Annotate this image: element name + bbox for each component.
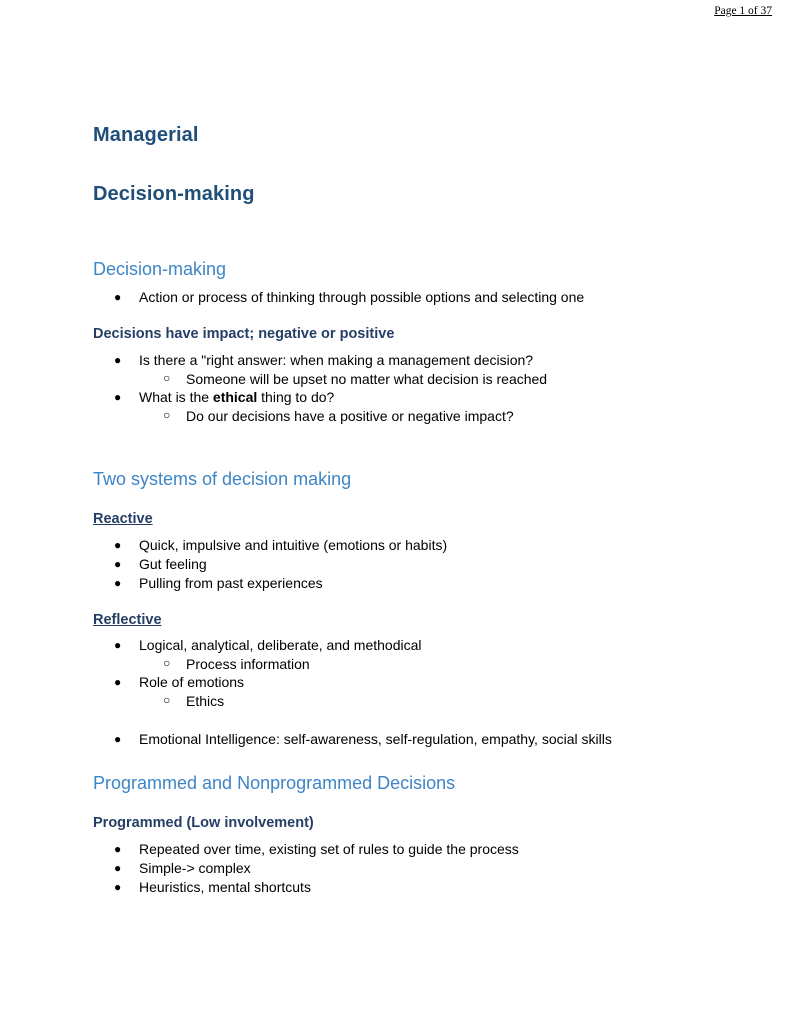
subheading-programmed-low-involvement: Programmed (Low involvement) <box>93 815 314 831</box>
list-item: ● Is there a "right answer: when making a management decision? <box>114 352 534 368</box>
bullet-icon: ● <box>114 576 122 590</box>
hollow-bullet-icon: ○ <box>163 408 171 422</box>
bullet-icon: ● <box>114 538 122 552</box>
sub-list-item: ○ Do our decisions have a positive or negative impact? <box>163 408 514 424</box>
bullet-icon: ● <box>114 732 122 746</box>
page-number: Page 1 of 37 <box>714 5 772 17</box>
list-item: ● Repeated over time, existing set of rules to guide the process <box>114 841 519 857</box>
bullet-icon: ● <box>114 557 122 571</box>
list-item: ● Gut feeling <box>114 556 207 572</box>
sub-list-item: ○ Process information <box>163 656 310 672</box>
hollow-bullet-icon: ○ <box>163 693 171 707</box>
list-item: ● Quick, impulsive and intuitive (emotions or habits) <box>114 537 448 553</box>
bullet-icon: ● <box>114 638 122 652</box>
bullet-icon: ● <box>114 675 122 689</box>
bullet-icon: ● <box>114 861 122 875</box>
bullet-icon: ● <box>114 842 122 856</box>
sub-list-item: ○ Someone will be upset no matter what decision is reached <box>163 371 548 387</box>
subheading-reactive: Reactive <box>93 511 153 527</box>
document-title-line2: Decision-making <box>93 183 255 205</box>
bullet-icon: ● <box>114 880 122 894</box>
list-item: ● Simple-> complex <box>114 860 251 876</box>
document-title-line1: Managerial <box>93 124 199 146</box>
list-item: ● What is the ethical thing to do? <box>114 389 335 405</box>
sub-list-item: ○ Ethics <box>163 693 225 709</box>
bullet-icon: ● <box>114 390 122 404</box>
section-heading-programmed: Programmed and Nonprogrammed Decisions <box>93 773 456 793</box>
section-heading-two-systems: Two systems of decision making <box>93 469 352 489</box>
bullet-icon: ● <box>114 353 122 367</box>
emphasis-ethical: ethical <box>212 389 258 405</box>
list-item: ● Emotional Intelligence: self-awareness, self-regulation, empathy, social skills <box>114 731 612 747</box>
hollow-bullet-icon: ○ <box>163 656 171 670</box>
list-item: ● Pulling from past experiences <box>114 575 323 591</box>
bullet-icon: ● <box>114 290 122 304</box>
list-item: ● Heuristics, mental shortcuts <box>114 879 311 895</box>
list-item: ● Role of emotions <box>114 674 245 690</box>
subheading-reflective: Reflective <box>93 612 162 628</box>
hollow-bullet-icon: ○ <box>163 371 171 385</box>
subheading-impact: Decisions have impact; negative or positive <box>93 326 395 342</box>
section-heading-decision-making: Decision-making <box>93 259 227 279</box>
list-item: ● Logical, analytical, deliberate, and methodical <box>114 637 422 653</box>
list-item: ● Action or process of thinking through possible options and selecting one <box>114 289 585 305</box>
